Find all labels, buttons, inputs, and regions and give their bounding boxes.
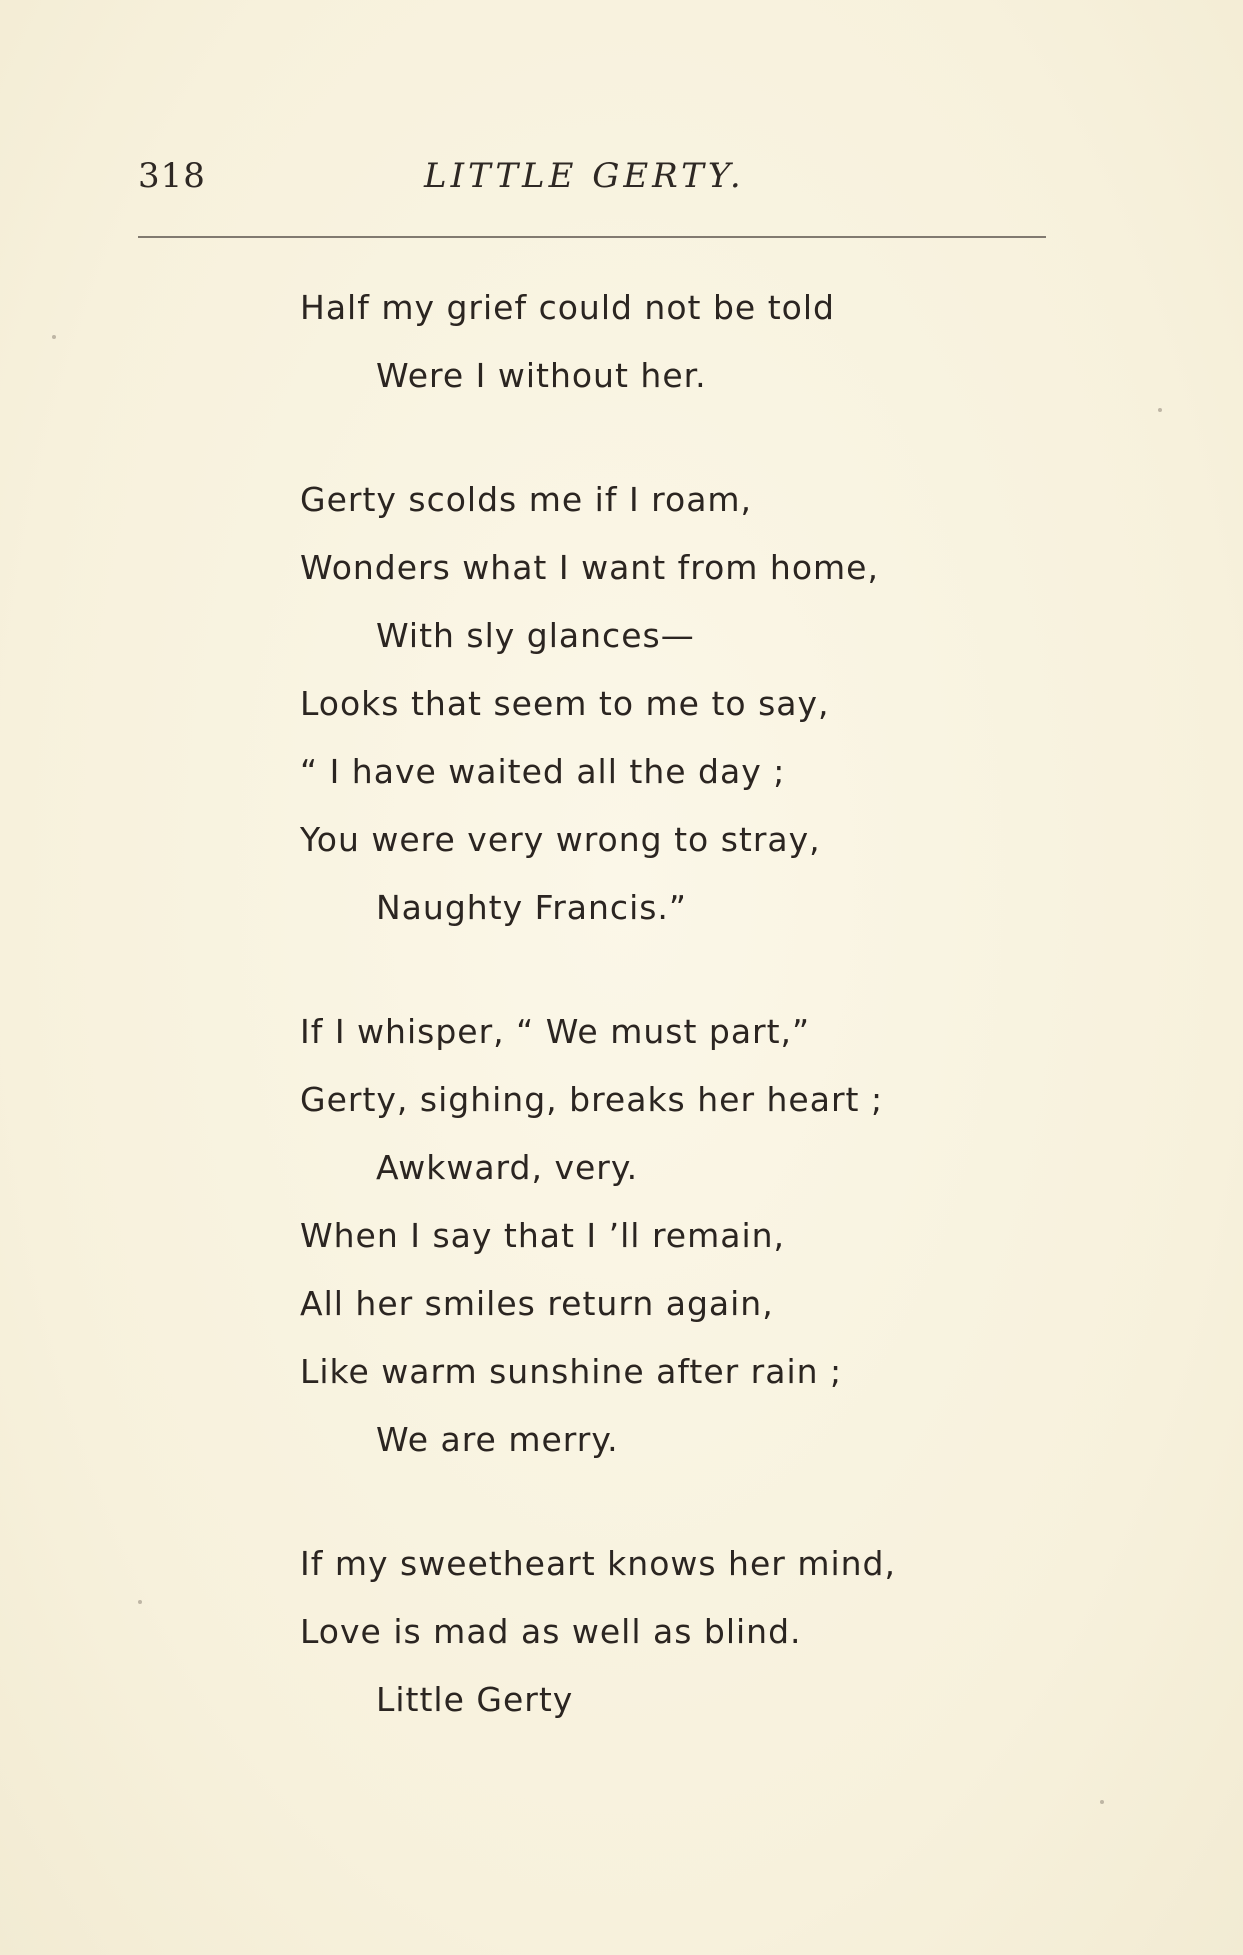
poem-line: Were I without her. bbox=[376, 356, 707, 395]
poem-line: “ I have waited all the day ; bbox=[300, 752, 786, 791]
poem-line: Like warm sunshine after rain ; bbox=[300, 1352, 843, 1391]
running-title: LITTLE GERTY. bbox=[424, 156, 745, 196]
paper-speck bbox=[1100, 1800, 1104, 1804]
poem-line: With sly glances— bbox=[376, 616, 695, 655]
poem-line: Love is mad as well as blind. bbox=[300, 1612, 802, 1651]
paper-speck bbox=[52, 335, 56, 339]
poem-line: Looks that seem to me to say, bbox=[300, 684, 830, 723]
poem-line: Little Gerty bbox=[376, 1680, 574, 1719]
poem-line: Gerty, sighing, breaks her heart ; bbox=[300, 1080, 884, 1119]
poem-line: If my sweetheart knows her mind, bbox=[300, 1544, 896, 1583]
poem-line: You were very wrong to stray, bbox=[300, 820, 821, 859]
header-rule bbox=[138, 236, 1046, 238]
poem-line: If I whisper, “ We must part,” bbox=[300, 1012, 811, 1051]
paper-speck bbox=[1158, 408, 1162, 412]
poem-line: Awkward, very. bbox=[376, 1148, 639, 1187]
poem-line: We are merry. bbox=[376, 1420, 619, 1459]
poem-line: When I say that I ’ll remain, bbox=[300, 1216, 786, 1255]
paper-speck bbox=[138, 1600, 142, 1604]
page-number: 318 bbox=[138, 156, 206, 196]
poem-line: Half my grief could not be told bbox=[300, 288, 835, 327]
poem-line: All her smiles return again, bbox=[300, 1284, 774, 1323]
poem-line: Naughty Francis.” bbox=[376, 888, 688, 927]
running-head bbox=[138, 156, 1046, 200]
poem-line: Gerty scolds me if I roam, bbox=[300, 480, 753, 519]
poem-line: Wonders what I want from home, bbox=[300, 548, 879, 587]
